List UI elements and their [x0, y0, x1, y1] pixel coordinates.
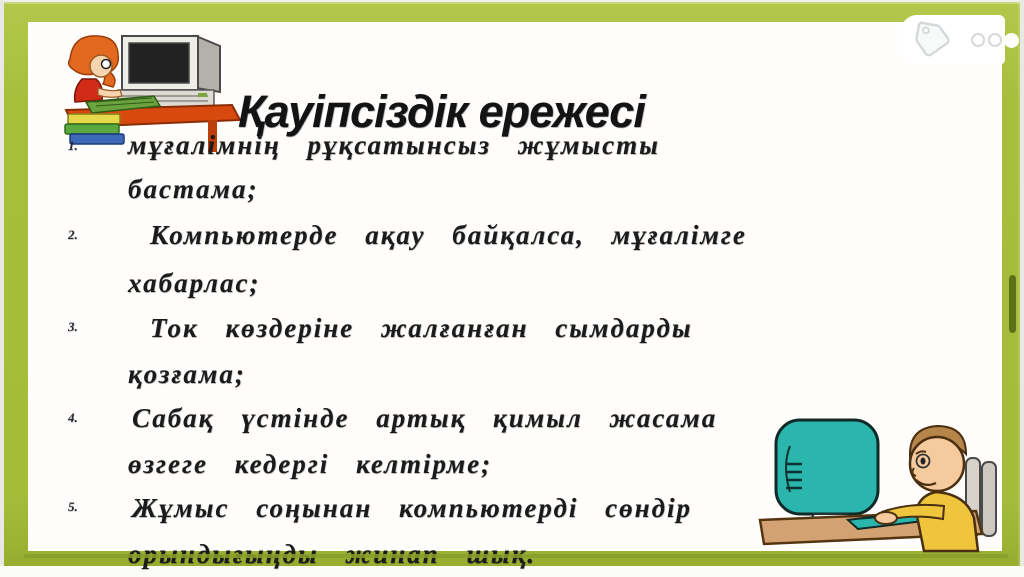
slide-title: Қауіпсіздік ережесі: [238, 86, 645, 137]
scrollbar-thumb[interactable]: [1009, 275, 1016, 333]
rule-1-line-1: мұғалімнің рұқсатынсыз жұмысты: [128, 130, 660, 160]
rule-4-line-2: өзгеге кедергі келтірме;: [128, 449, 493, 479]
rule-3-line-1: Ток көздеріне жалғанған сымдарды: [150, 313, 693, 343]
tag-icon[interactable]: [906, 15, 957, 66]
rule-5-line-1: Жұмыс соңынан компьютерді сөндір: [132, 493, 692, 523]
rule-2-line-2: хабарлас;: [128, 268, 261, 298]
frame-bottom-accent: [24, 554, 1008, 558]
rule-3-line-2: қозғама;: [128, 359, 246, 389]
list-number-2: 2.: [68, 227, 78, 242]
rule-2-line-1: Компьютерде ақау байқалса, мұғалімге: [150, 220, 747, 250]
slide-content: [28, 22, 1002, 551]
carousel-dot-2[interactable]: [988, 33, 1002, 47]
list-number-5: 5.: [68, 499, 78, 514]
carousel-dot-3-active[interactable]: [1004, 33, 1019, 48]
viewer-overlay-card: [901, 15, 1005, 65]
list-number-4: 4.: [68, 410, 78, 425]
carousel-dot-1[interactable]: [971, 33, 985, 47]
slide-frame: [4, 2, 1020, 566]
photo-edge-right: [1020, 0, 1024, 566]
boy-at-computer-clipart: [760, 416, 1002, 551]
rule-1-line-2: бастама;: [128, 174, 259, 204]
rule-4-line-1: Сабақ үстінде артық қимыл жасама: [132, 403, 718, 433]
list-number-3: 3.: [68, 319, 78, 334]
list-number-1: 1.: [68, 138, 78, 153]
